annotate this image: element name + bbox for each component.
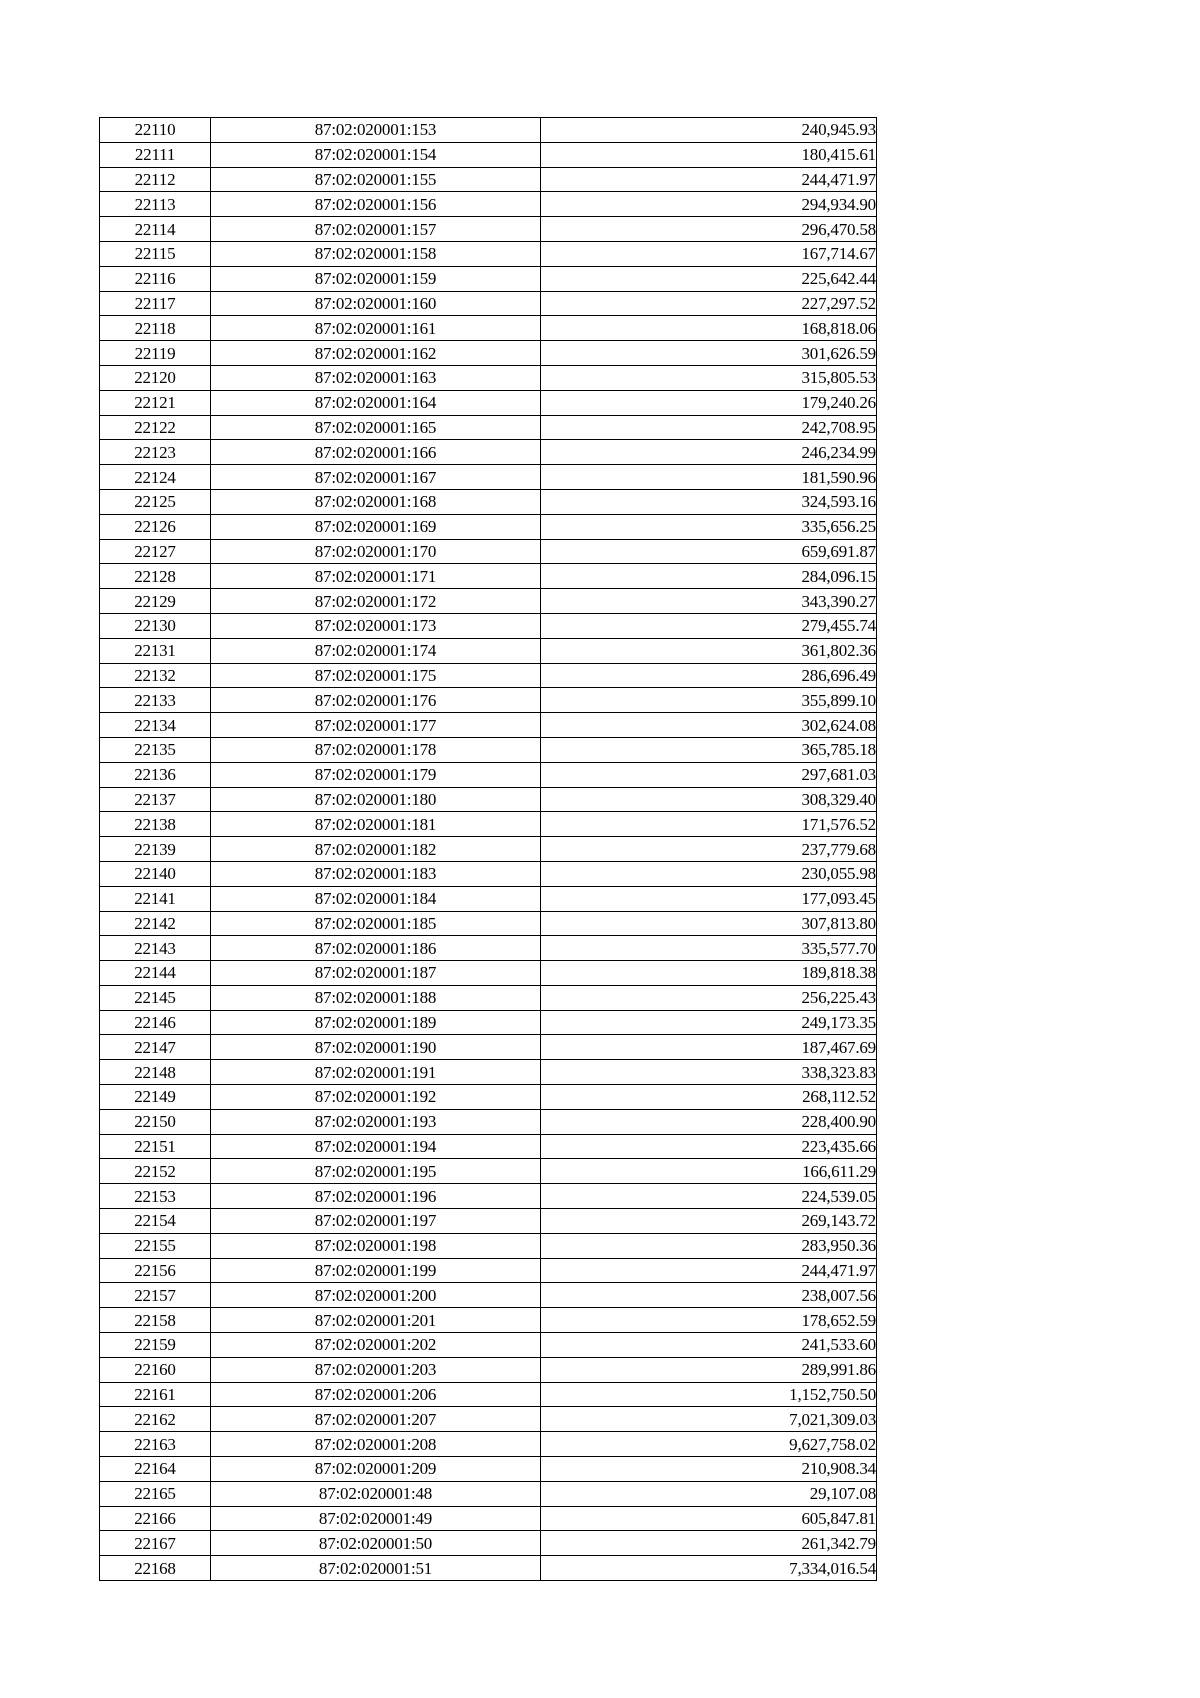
cadastral-number-cell: 87:02:020001:202 [211,1333,541,1358]
value-cell: 256,225.43 [541,985,877,1010]
cadastral-number-cell: 87:02:020001:153 [211,118,541,143]
cadastral-number-cell: 87:02:020001:175 [211,663,541,688]
row-number-cell: 22150 [100,1109,211,1134]
value-cell: 171,576.52 [541,812,877,837]
table-row [100,1134,877,1159]
row-number-cell: 22145 [100,985,211,1010]
value-cell: 296,470.58 [541,217,877,242]
table-row [100,1407,877,1432]
table-body [100,118,877,1581]
value-cell: 338,323.83 [541,1060,877,1085]
table-row [100,589,877,614]
row-number-cell: 22131 [100,638,211,663]
row-number-cell: 22165 [100,1481,211,1506]
value-cell: 242,708.95 [541,415,877,440]
cadastral-number-cell: 87:02:020001:193 [211,1109,541,1134]
value-cell: 246,234.99 [541,440,877,465]
row-number-cell: 22114 [100,217,211,242]
table-row [100,1506,877,1531]
value-cell: 268,112.52 [541,1085,877,1110]
row-number-cell: 22156 [100,1258,211,1283]
table-row [100,316,877,341]
value-cell: 1,152,750.50 [541,1382,877,1407]
row-number-cell: 22141 [100,886,211,911]
table-row [100,961,877,986]
row-number-cell: 22133 [100,688,211,713]
cadastral-number-cell: 87:02:020001:199 [211,1258,541,1283]
row-number-cell: 22113 [100,192,211,217]
row-number-cell: 22123 [100,440,211,465]
row-number-cell: 22119 [100,341,211,366]
table-row [100,1357,877,1382]
table-row [100,1159,877,1184]
value-cell: 308,329.40 [541,787,877,812]
cadastral-number-cell: 87:02:020001:50 [211,1531,541,1556]
cadastral-number-cell: 87:02:020001:155 [211,167,541,192]
row-number-cell: 22122 [100,415,211,440]
cadastral-number-cell: 87:02:020001:198 [211,1233,541,1258]
value-cell: 179,240.26 [541,390,877,415]
row-number-cell: 22154 [100,1209,211,1234]
row-number-cell: 22132 [100,663,211,688]
cadastral-number-cell: 87:02:020001:173 [211,613,541,638]
row-number-cell: 22161 [100,1382,211,1407]
cadastral-number-cell: 87:02:020001:186 [211,936,541,961]
cadastral-number-cell: 87:02:020001:197 [211,1209,541,1234]
row-number-cell: 22151 [100,1134,211,1159]
value-cell: 365,785.18 [541,737,877,762]
row-number-cell: 22149 [100,1085,211,1110]
row-number-cell: 22135 [100,737,211,762]
row-number-cell: 22124 [100,465,211,490]
cadastral-number-cell: 87:02:020001:161 [211,316,541,341]
table-row [100,886,877,911]
value-cell: 187,467.69 [541,1035,877,1060]
value-cell: 240,945.93 [541,118,877,143]
table-row [100,1382,877,1407]
cadastral-number-cell: 87:02:020001:158 [211,241,541,266]
table-row [100,539,877,564]
cadastral-number-cell: 87:02:020001:156 [211,192,541,217]
value-cell: 7,021,309.03 [541,1407,877,1432]
table-row [100,1109,877,1134]
cadastral-number-cell: 87:02:020001:172 [211,589,541,614]
value-cell: 166,611.29 [541,1159,877,1184]
value-cell: 228,400.90 [541,1109,877,1134]
row-number-cell: 22111 [100,142,211,167]
row-number-cell: 22166 [100,1506,211,1531]
row-number-cell: 22117 [100,291,211,316]
cadastral-number-cell: 87:02:020001:48 [211,1481,541,1506]
value-cell: 181,590.96 [541,465,877,490]
row-number-cell: 22163 [100,1432,211,1457]
value-cell: 227,297.52 [541,291,877,316]
value-cell: 269,143.72 [541,1209,877,1234]
value-cell: 29,107.08 [541,1481,877,1506]
table-row [100,341,877,366]
value-cell: 167,714.67 [541,241,877,266]
cadastral-number-cell: 87:02:020001:180 [211,787,541,812]
cadastral-number-cell: 87:02:020001:184 [211,886,541,911]
table-row [100,118,877,143]
cadastral-number-cell: 87:02:020001:178 [211,737,541,762]
row-number-cell: 22162 [100,1407,211,1432]
cadastral-number-cell: 87:02:020001:49 [211,1506,541,1531]
cadastral-number-cell: 87:02:020001:196 [211,1184,541,1209]
value-cell: 361,802.36 [541,638,877,663]
table-row [100,1035,877,1060]
value-cell: 343,390.27 [541,589,877,614]
row-number-cell: 22160 [100,1357,211,1382]
table-row [100,266,877,291]
table-row [100,1283,877,1308]
value-cell: 261,342.79 [541,1531,877,1556]
cadastral-number-cell: 87:02:020001:206 [211,1382,541,1407]
table-row [100,489,877,514]
value-cell: 297,681.03 [541,762,877,787]
cadastral-number-cell: 87:02:020001:200 [211,1283,541,1308]
table-row [100,1010,877,1035]
row-number-cell: 22127 [100,539,211,564]
value-cell: 189,818.38 [541,961,877,986]
row-number-cell: 22147 [100,1035,211,1060]
row-number-cell: 22167 [100,1531,211,1556]
row-number-cell: 22126 [100,514,211,539]
value-cell: 238,007.56 [541,1283,877,1308]
value-cell: 249,173.35 [541,1010,877,1035]
row-number-cell: 22112 [100,167,211,192]
value-cell: 7,334,016.54 [541,1556,877,1581]
row-number-cell: 22116 [100,266,211,291]
table-row [100,142,877,167]
table-row [100,812,877,837]
cadastral-number-cell: 87:02:020001:154 [211,142,541,167]
table-row [100,936,877,961]
row-number-cell: 22148 [100,1060,211,1085]
value-cell: 237,779.68 [541,837,877,862]
value-cell: 283,950.36 [541,1233,877,1258]
cadastral-number-cell: 87:02:020001:157 [211,217,541,242]
value-cell: 225,642.44 [541,266,877,291]
table-row [100,291,877,316]
row-number-cell: 22120 [100,365,211,390]
row-number-cell: 22146 [100,1010,211,1035]
value-cell: 279,455.74 [541,613,877,638]
row-number-cell: 22121 [100,390,211,415]
table-row [100,167,877,192]
value-cell: 286,696.49 [541,663,877,688]
value-cell: 210,908.34 [541,1457,877,1482]
row-number-cell: 22115 [100,241,211,266]
table-row [100,737,877,762]
row-number-cell: 22159 [100,1333,211,1358]
value-cell: 244,471.97 [541,167,877,192]
cadastral-number-cell: 87:02:020001:164 [211,390,541,415]
cadastral-number-cell: 87:02:020001:179 [211,762,541,787]
table-row [100,1233,877,1258]
row-number-cell: 22142 [100,911,211,936]
cadastral-number-cell: 87:02:020001:182 [211,837,541,862]
table-row [100,638,877,663]
table-row [100,440,877,465]
row-number-cell: 22140 [100,861,211,886]
cadastral-number-cell: 87:02:020001:170 [211,539,541,564]
value-cell: 230,055.98 [541,861,877,886]
table-row [100,1457,877,1482]
value-cell: 284,096.15 [541,564,877,589]
table-row [100,390,877,415]
cadastral-number-cell: 87:02:020001:168 [211,489,541,514]
row-number-cell: 22137 [100,787,211,812]
table-row [100,465,877,490]
row-number-cell: 22144 [100,961,211,986]
table-row [100,217,877,242]
cadastral-number-cell: 87:02:020001:195 [211,1159,541,1184]
row-number-cell: 22118 [100,316,211,341]
value-cell: 294,934.90 [541,192,877,217]
value-cell: 241,533.60 [541,1333,877,1358]
cadastral-number-cell: 87:02:020001:188 [211,985,541,1010]
cadastral-number-cell: 87:02:020001:165 [211,415,541,440]
value-cell: 355,899.10 [541,688,877,713]
table-row [100,241,877,266]
cadastral-number-cell: 87:02:020001:159 [211,266,541,291]
table-row [100,1085,877,1110]
table-row [100,1556,877,1581]
value-cell: 315,805.53 [541,365,877,390]
table-row [100,1184,877,1209]
value-cell: 178,652.59 [541,1308,877,1333]
table-row [100,663,877,688]
table-row [100,1258,877,1283]
value-cell: 9,627,758.02 [541,1432,877,1457]
cadastral-number-cell: 87:02:020001:162 [211,341,541,366]
table-row [100,365,877,390]
row-number-cell: 22130 [100,613,211,638]
row-number-cell: 22129 [100,589,211,614]
cadastral-number-cell: 87:02:020001:183 [211,861,541,886]
cadastral-number-cell: 87:02:020001:163 [211,365,541,390]
table-row [100,861,877,886]
value-cell: 177,093.45 [541,886,877,911]
cadastral-number-cell: 87:02:020001:185 [211,911,541,936]
value-cell: 335,577.70 [541,936,877,961]
row-number-cell: 22139 [100,837,211,862]
table-row [100,192,877,217]
value-cell: 289,991.86 [541,1357,877,1382]
table-row [100,985,877,1010]
value-cell: 335,656.25 [541,514,877,539]
cadastral-number-cell: 87:02:020001:169 [211,514,541,539]
cadastral-number-cell: 87:02:020001:192 [211,1085,541,1110]
table-row [100,1308,877,1333]
table-row [100,713,877,738]
cadastral-number-cell: 87:02:020001:177 [211,713,541,738]
cadastral-number-cell: 87:02:020001:194 [211,1134,541,1159]
value-cell: 244,471.97 [541,1258,877,1283]
row-number-cell: 22134 [100,713,211,738]
cadastral-number-cell: 87:02:020001:191 [211,1060,541,1085]
table-row [100,1209,877,1234]
row-number-cell: 22153 [100,1184,211,1209]
cadastral-number-cell: 87:02:020001:207 [211,1407,541,1432]
table-row [100,762,877,787]
cadastral-number-cell: 87:02:020001:51 [211,1556,541,1581]
row-number-cell: 22136 [100,762,211,787]
table-row [100,613,877,638]
row-number-cell: 22138 [100,812,211,837]
cadastral-number-cell: 87:02:020001:201 [211,1308,541,1333]
cadastral-number-cell: 87:02:020001:167 [211,465,541,490]
row-number-cell: 22143 [100,936,211,961]
row-number-cell: 22157 [100,1283,211,1308]
row-number-cell: 22168 [100,1556,211,1581]
table-row [100,1481,877,1506]
row-number-cell: 22110 [100,118,211,143]
cadastral-number-cell: 87:02:020001:181 [211,812,541,837]
cadastral-number-cell: 87:02:020001:209 [211,1457,541,1482]
table-row [100,415,877,440]
value-cell: 223,435.66 [541,1134,877,1159]
table-row [100,688,877,713]
value-cell: 168,818.06 [541,316,877,341]
cadastral-number-cell: 87:02:020001:166 [211,440,541,465]
cadastral-value-table [99,117,877,1581]
cadastral-number-cell: 87:02:020001:174 [211,638,541,663]
row-number-cell: 22152 [100,1159,211,1184]
row-number-cell: 22155 [100,1233,211,1258]
row-number-cell: 22164 [100,1457,211,1482]
cadastral-number-cell: 87:02:020001:208 [211,1432,541,1457]
value-cell: 180,415.61 [541,142,877,167]
cadastral-number-cell: 87:02:020001:203 [211,1357,541,1382]
row-number-cell: 22125 [100,489,211,514]
value-cell: 302,624.08 [541,713,877,738]
table-row [100,837,877,862]
cadastral-number-cell: 87:02:020001:187 [211,961,541,986]
table-row [100,514,877,539]
row-number-cell: 22128 [100,564,211,589]
row-number-cell: 22158 [100,1308,211,1333]
value-cell: 605,847.81 [541,1506,877,1531]
table-row [100,1060,877,1085]
table-row [100,1432,877,1457]
cadastral-number-cell: 87:02:020001:160 [211,291,541,316]
cadastral-number-cell: 87:02:020001:189 [211,1010,541,1035]
value-cell: 324,593.16 [541,489,877,514]
cadastral-number-cell: 87:02:020001:190 [211,1035,541,1060]
table-row [100,911,877,936]
value-cell: 307,813.80 [541,911,877,936]
value-cell: 224,539.05 [541,1184,877,1209]
value-cell: 301,626.59 [541,341,877,366]
table-row [100,1531,877,1556]
table-row [100,564,877,589]
cadastral-number-cell: 87:02:020001:176 [211,688,541,713]
cadastral-number-cell: 87:02:020001:171 [211,564,541,589]
table-row [100,1333,877,1358]
value-cell: 659,691.87 [541,539,877,564]
table-row [100,787,877,812]
